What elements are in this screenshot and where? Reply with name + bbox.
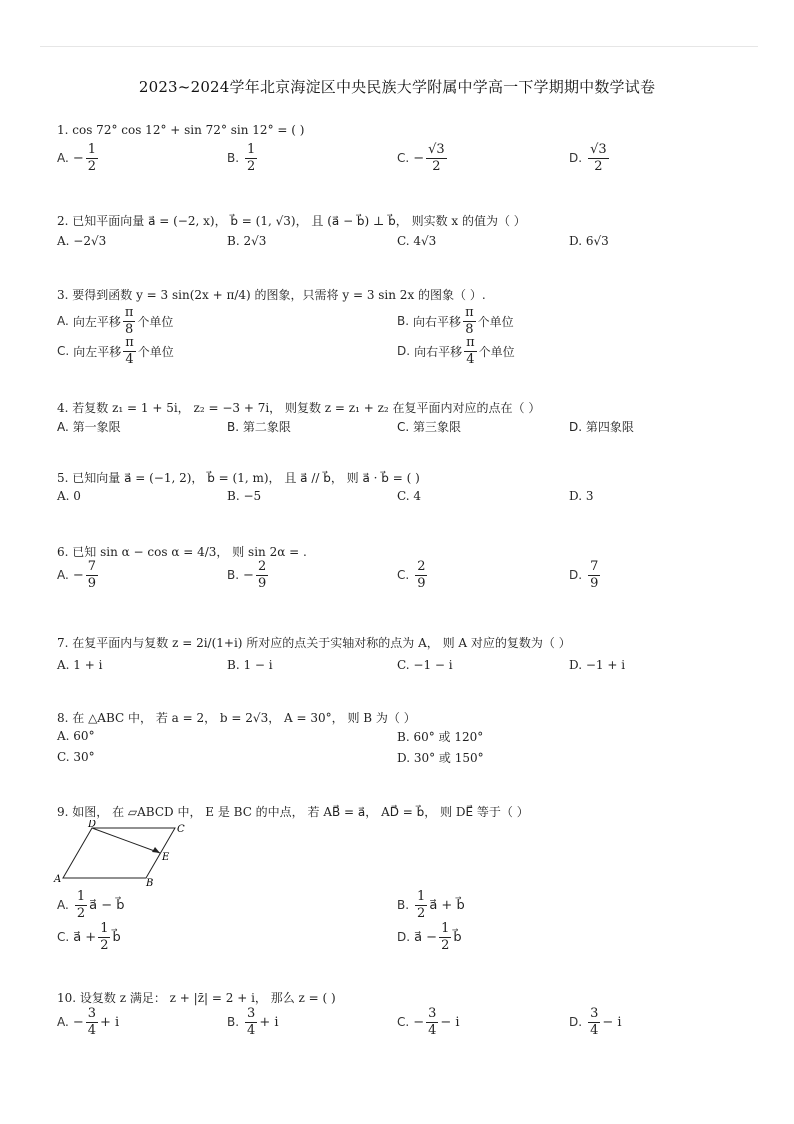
option-c[interactable]: C. 4 — [397, 489, 422, 503]
option-c[interactable]: C. − $\frac{√3}{2}$ — [397, 141, 445, 174]
option-b[interactable]: B. $\frac{1}{2}$ a⃗ + b⃗ — [397, 888, 465, 921]
option-b[interactable]: B. $\frac{3}{4}$ + i — [227, 1005, 279, 1038]
option-a[interactable]: A. − $\frac{7}{9}$ — [57, 558, 96, 591]
option-c[interactable]: C. 第三象限 — [397, 419, 462, 434]
option-d[interactable]: D. $\frac{7}{9}$ — [569, 558, 599, 591]
question-7-stem: 7. 在复平面内与复数 z = 2i/(1+i) 所对应的点关于实轴对称的点为 A， 则 A 对应的复数为（ ） — [57, 636, 571, 650]
option-b[interactable]: B. − $\frac{2}{9}$ — [227, 558, 267, 591]
question-9-stem: 9. 如图， 在 ▱ABCD 中， E 是 BC 的中点， 若 AB⃗ = a⃗， AD⃗ = b⃗， 则 DE⃗ 等于（ ） — [57, 805, 529, 819]
question-4-stem: 4. 若复数 z₁ = 1 + 5i， z₂ = −3 + 7i， 则复数 z = z₁ + z₂ 在复平面内对应的点在（ ） — [57, 401, 541, 415]
option-c[interactable]: C. − $\frac{3}{4}$ − i — [397, 1005, 460, 1038]
question-7-options — [57, 645, 757, 685]
option-b[interactable]: B. −5 — [227, 489, 262, 503]
option-a[interactable]: A. 第一象限 — [57, 419, 121, 434]
question-8-stem: 8. 在 △ABC 中， 若 a = 2， b = 2√3， A = 30°， 则 B 为（ ） — [57, 711, 416, 725]
parallelogram-abcd — [63, 828, 175, 878]
question-6-options — [57, 555, 757, 595]
option-a[interactable]: A. 60° — [57, 729, 95, 743]
question-2-stem: 2. 已知平面向量 a⃗ = (−2, x)， b⃗ = (1, √3)， 且 (a⃗ − b⃗) ⊥ b⃗， 则实数 x 的值为（ ） — [57, 214, 526, 228]
option-d[interactable]: D. 30° 或 150° — [397, 750, 484, 765]
question-10-options — [57, 1002, 757, 1042]
option-c[interactable]: C. 4√3 — [397, 234, 437, 248]
label-d: D — [88, 820, 97, 830]
question-6-stem: 6. 已知 sin α − cos α = 4/3， 则 sin 2α = . — [57, 545, 307, 559]
header-divider — [40, 46, 758, 47]
page-title: 2023~2024学年北京海淀区中央民族大学附属中学高一下学期期中数学试卷 — [138, 78, 656, 96]
option-c[interactable]: C. −1 − i — [397, 658, 453, 672]
option-a[interactable]: A. −2√3 — [57, 234, 107, 248]
question-2-options — [57, 221, 757, 261]
option-d[interactable]: D. 6√3 — [569, 234, 609, 248]
option-c[interactable]: C. a⃗ + $\frac{1}{2}$ b⃗ — [57, 920, 121, 953]
segment-de — [92, 828, 160, 853]
option-d[interactable]: D. $\frac{√3}{2}$ — [569, 141, 607, 174]
option-c[interactable]: C. 向左平移 $\frac{\pi}{4}$ 个单位 — [57, 334, 174, 367]
option-d[interactable]: D. $\frac{3}{4}$ − i — [569, 1005, 622, 1038]
option-a[interactable]: A. 1 + i — [57, 658, 103, 672]
question-1-options — [57, 138, 757, 178]
option-d[interactable]: D. −1 + i — [569, 658, 626, 672]
parallelogram-figure — [50, 820, 200, 890]
option-b[interactable]: B. 60° 或 120° — [397, 729, 484, 744]
option-d[interactable]: D. 向右平移 $\frac{\pi}{4}$ 个单位 — [397, 334, 515, 367]
question-9-options-row2 — [57, 917, 757, 957]
option-a[interactable]: A. 0 — [57, 489, 81, 503]
question-5-options — [57, 476, 757, 516]
option-d[interactable]: D. 3 — [569, 489, 594, 503]
question-3-stem: 3. 要得到函数 y = 3 sin(2x + π/4) 的图象，只需将 y = 3 sin 2x 的图象（ ）. — [57, 288, 486, 302]
question-4-options — [57, 406, 757, 446]
question-5-stem: 5. 已知向量 a⃗ = (−1, 2)， b⃗ = (1, m)， 且 a⃗ // b⃗， 则 a⃗ · b⃗ = ( ) — [57, 471, 420, 485]
question-3-options-row2 — [57, 331, 757, 371]
option-b[interactable]: B. 第二象限 — [227, 419, 291, 434]
label-a: A — [54, 874, 62, 885]
question-1-stem: 1. cos 72° cos 12° + sin 72° sin 12° = ( ) — [57, 123, 305, 137]
option-b[interactable]: B. 1 − i — [227, 658, 273, 672]
option-a[interactable]: A. − $\frac{3}{4}$ + i — [57, 1005, 120, 1038]
label-e: E — [162, 852, 170, 863]
option-d[interactable]: D. a⃗ − $\frac{1}{2}$ b⃗ — [397, 920, 462, 953]
option-b[interactable]: B. 2√3 — [227, 234, 267, 248]
option-a[interactable]: A. 向左平移 $\frac{\pi}{8}$ 个单位 — [57, 304, 174, 337]
label-c: C — [177, 824, 185, 835]
question-10-stem: 10. 设复数 z 满足： z + |z̄| = 2 + i， 那么 z = ( ) — [57, 991, 336, 1005]
option-c[interactable]: C. $\frac{2}{9}$ — [397, 558, 426, 591]
question-8-options-row2 — [57, 737, 757, 777]
option-b[interactable]: B. $\frac{1}{2}$ — [227, 141, 256, 174]
option-b[interactable]: B. 向右平移 $\frac{\pi}{8}$ 个单位 — [397, 304, 514, 337]
label-b: B — [146, 878, 154, 889]
option-d[interactable]: D. 第四象限 — [569, 419, 634, 434]
option-a[interactable]: A. − $\frac{1}{2}$ — [57, 141, 96, 174]
option-c[interactable]: C. 30° — [57, 750, 95, 764]
option-a[interactable]: A. $\frac{1}{2}$ a⃗ − b⃗ — [57, 888, 125, 921]
